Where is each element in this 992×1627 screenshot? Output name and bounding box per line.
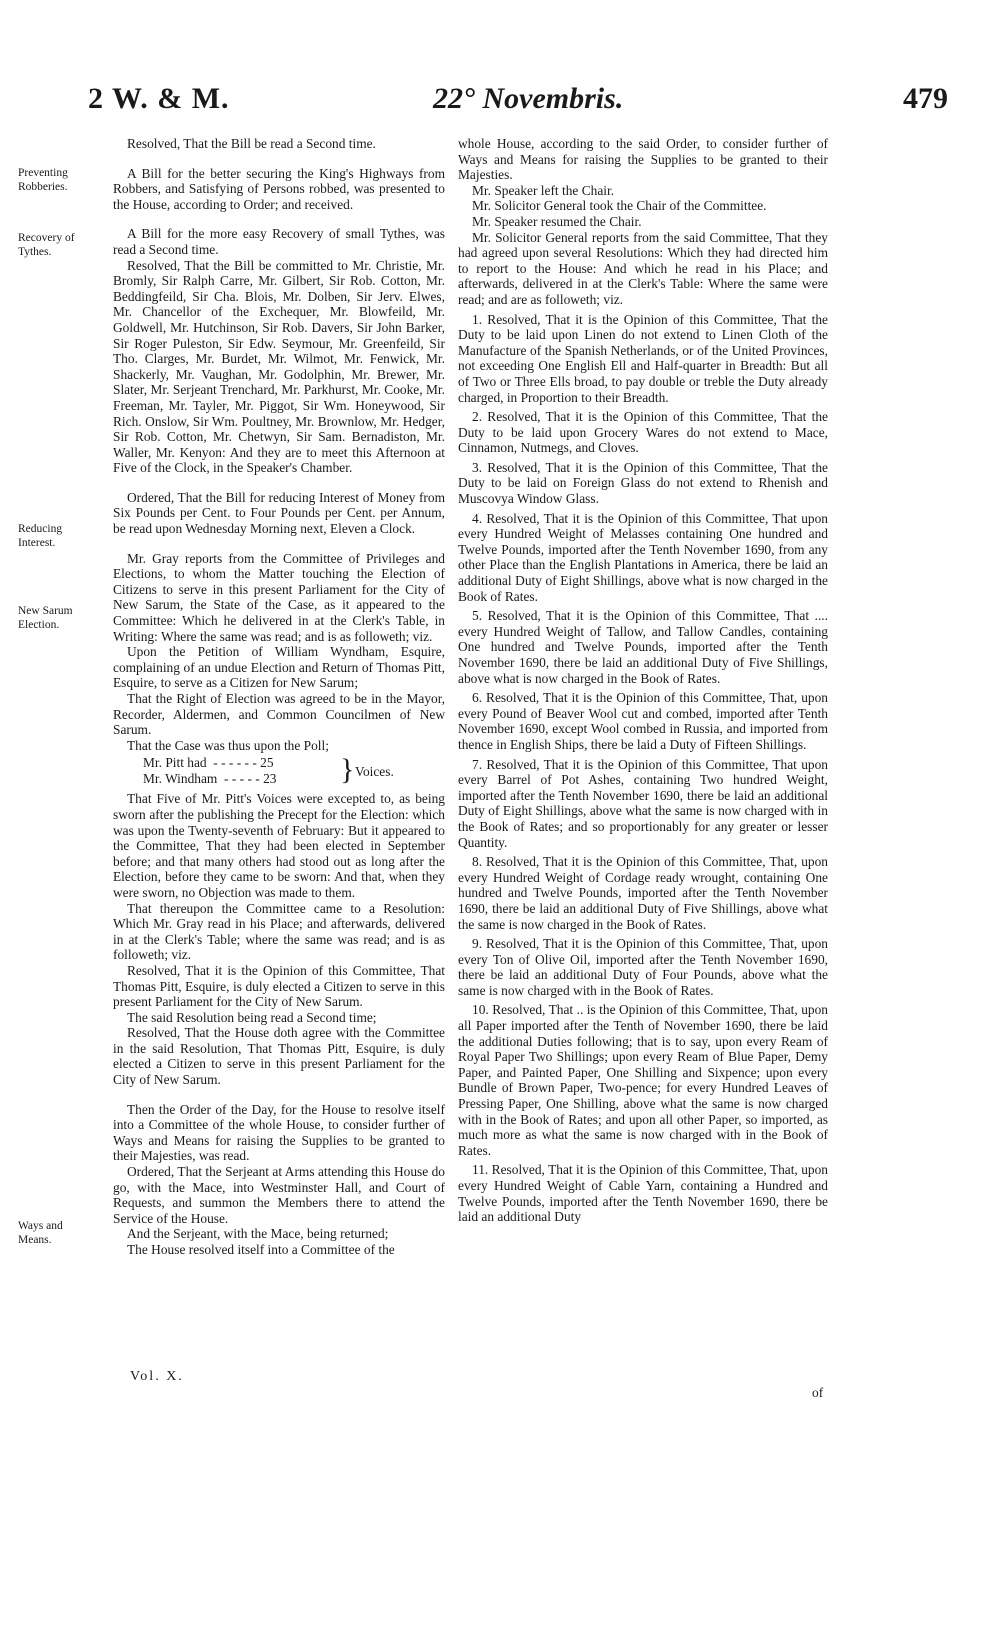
resolution: 3. Resolved, That it is the Opinion of this Committee, That the Duty to be laid on Foreign Glass do not extend to Rhenish and Muscovya Window Glass. (458, 459, 828, 507)
resolution: 5. Resolved, That it is the Opinion of this Committee, That .... every Hundred Weight of Tallow, and Tallow Candles, containing One hundred and Twelve Pounds, imported after the Tenth November 1690, there be laid an additional Duty of Five Shillings, above what is now charged in the Book of Rates. (458, 608, 828, 686)
paragraph: Ordered, That the Serjeant at Arms attending this House do go, with the Mace, into Westminster Hall, and Court of Requests, and summon the Members there to attend the Service of the House. (113, 1164, 445, 1226)
paragraph: That thereupon the Committee came to a Resolution: Which Mr. Gray read in his Place; and afterwards, delivered in at the Clerk's Table; where the same was read; and is as followeth; viz. (113, 900, 445, 963)
paragraph: Resolved, That the Bill be committed to Mr. Christie, Mr. Bromly, Sir Ralph Carre, Mr. Gilbert, Sir Rob. Cotton, Mr. Beddingfeild, Sir Cha. Blois, Mr. Dolben, Sir Jerv. Elwes, Mr. Chancellor of the Exchequer, Mr. Blowfeild, Mr. Goldwell, Mr. Hutchinson, Sir Rob. Davers, Sir John Barker, Sir Roger Puleston, Sir Edw. Seymour, Mr. Greenfeild, Sir Tho. Clarges, Mr. Burdet, Mr. Wilmot, Mr. Fenwick, Mr. Shackerly, Mr. Vaughan, Mr. Godolphin, Mr. Brewer, Mr. Slater, Mr. Serjeant Trenchard, Mr. Parkhurst, Mr. Cooke, Mr. Freeman, Mr. Tayler, Mr. Piggot, Sir Wm. Honeywood, Sir Rich. Onslow, Sir Wm. Poultney, Mr. Brownlow, Mr. Hedger, Sir Rob. Cotton, Mr. Chetwyn, Sir Sam. Bernadiston, Mr. Waller, Mr. Kenyon: And they are to meet this Afternoon at Five of the Clock, in the Speaker's Chamber. (113, 257, 445, 476)
paragraph: That the Right of Election was agreed to be in the Mayor, Recorder, Aldermen, and Common Councilmen of New Sarum. (113, 691, 445, 738)
paragraph: Resolved, That it is the Opinion of this Committee, That Thomas Pitt, Esquire, is duly elected a Citizen to serve in this present Parliament for the City of New Sarum. (113, 962, 445, 1010)
poll-line-windham: Mr. Windham - - - - - 23 (143, 771, 277, 787)
poll-result (143, 755, 445, 789)
paragraph: Mr. Speaker resumed the Chair. (472, 213, 642, 229)
paragraph: Resolved, That the House doth agree with the Committee in the said Resolution, That Thomas Pitt, Esquire, is duly elected a Citizen to serve in this present Parliament for the City of New Sarum. (113, 1025, 445, 1088)
paragraph: That the Case was thus upon the Poll; (127, 737, 329, 753)
margin-note-ways-and-means: Ways and Means. (18, 1220, 63, 1246)
paragraph: The said Resolution being read a Second time; (127, 1009, 377, 1025)
poll-unit: Voices. (355, 764, 394, 780)
resolution: 9. Resolved, That it is the Opinion of this Committee, That, upon every Ton of Olive Oil, imported after the Tenth November 1690, there be laid an additional Duty of Four Pounds, above what the same is now charged with in the Book of Rates. (458, 936, 828, 998)
resolution: 1. Resolved, That it is the Opinion of this Committee, That the Duty to be laid upon Linen do not extend to Linen Cloth of the Manufacture of the Spanish Netherlands, or of the United Provinces, not exceeding One English Ell and Half-quarter in Breadth: But all of Two or Three Ells broad, to pay double or treble the Duty already charged, in Proportion to their Breadth. (458, 311, 828, 405)
margin-note-new-sarum-election: New Sarum Election. (18, 605, 73, 631)
paragraph: Resolved, That the Bill be read a Second time. (127, 136, 376, 151)
session-date: 22° Novembris. (433, 82, 624, 115)
margin-note-recovery-of-tythes: Recovery of Tythes. (18, 232, 75, 258)
paragraph: whole House, according to the said Order, to consider further of Ways and Means for raising the Supplies to be granted to their Majesties. (458, 136, 828, 183)
paragraph: A Bill for the better securing the King's Highways from Robbers, and Satisfying of Persons robbed, was presented to the House, according to Order; and received. (113, 165, 445, 212)
resolution: 2. Resolved, That it is the Opinion of this Committee, That the Duty to be laid upon Grocery Wares do not extend to Mace, Cinnamon, Nutmegs, and Cloves. (458, 409, 828, 456)
brace-icon: } (340, 753, 355, 787)
paragraph: Mr. Solicitor General took the Chair of the Committee. (472, 198, 767, 214)
resolution: 4. Resolved, That it is the Opinion of this Committee, That upon every Hundred Weight of Melasses containing One hundred and Twelve Pounds, imported after the Tenth November 1690, from any other Place than the English Plantations in America, there be laid an additional Duty of Eight Shillings, above what is now charged in the Book of Rates. (458, 510, 828, 604)
paragraph: Mr. Gray reports from the Committee of Privileges and Elections, to whom the Matter touching the Election of Citizens to serve in this present Parliament for the City of New Sarum, the State of the Case, as it appeared to the Committee: Which he delivered in at the Clerk's Table, in Writing: Where the same was read; and is as followeth; viz. (113, 550, 445, 644)
paragraph: And the Serjeant, with the Mace, being returned; (127, 1226, 389, 1242)
poll-line-pitt: Mr. Pitt had - - - - - - 25 (143, 755, 274, 771)
resolution: 11. Resolved, That it is the Opinion of this Committee, That, upon every Hundred Weight of Cable Yarn, containing a Hundred and Twelve Pounds, imported after the Tenth November 1690, there be laid an additional Duty (458, 1162, 828, 1225)
paragraph: Mr. Solicitor General reports from the said Committee, That they had agreed upon several Resolutions: Which they had directed him to report to the House: And which he read in his Place; and afterwards, delivered in at the Clerk's Table: Where the same were read; and are as followeth; viz. (458, 229, 828, 307)
catchword: of (812, 1385, 824, 1400)
volume-signature: Vol. X. (130, 1369, 184, 1384)
paragraph: Mr. Speaker left the Chair. (472, 182, 615, 198)
resolution: 8. Resolved, That it is the Opinion of this Committee, That, upon every Hundred Weight of Cordage ready wrought, containing One hundred and Twelve Pounds, imported after the Tenth November 1690, there be laid an additional Duty of Five Shillings, above what the same is now charged in the Book of Rates. (458, 854, 828, 932)
resolution: 6. Resolved, That it is the Opinion of this Committee, That, upon every Pound of Beaver Wool cut and combed, imported after Tenth November 1690, except Wool combed in Russia, and imported from thence in English Ships, there be laid a Duty of Fifteen Shillings. (458, 690, 828, 752)
regnal-year: 2 W. & M. (88, 82, 230, 115)
resolution: 10. Resolved, That .. is the Opinion of this Committee, That, upon all Paper imported after the Tenth of November 1690, there be laid the additional Duties following; that is to say, upon every Ream of Royal Paper Two Shillings; upon every Ream of Blue Paper, Demy Paper, and Painted Paper, One Shilling and Sixpence; upon every Bundle of Brown Paper, Two-pence; for every Hundred Leaves of Pressing Paper, One Shilling, above what the same is now charged with in the Book of Rates; and upon all other Paper, so imported, as much more as what the same is now charged with in the Book of Rates. (458, 1002, 828, 1158)
resolution: 7. Resolved, That it is the Opinion of this Committee, That upon every Barrel of Pot Ashes, containing Two hundred Weight, imported after the Tenth November 1690, there be laid an additional Duty of Eight Shillings, above what the same is now charged with in the Book of Rates; and so proportionably for any greater or lesser Quantity. (458, 756, 828, 850)
paragraph: A Bill for the more easy Recovery of small Tythes, was read a Second time. (113, 226, 445, 257)
paragraph: Ordered, That the Bill for reducing Interest of Money from Six Pounds per Cent. to Four Pounds per Cent. per Annum, be read upon Wednesday Morning next, Eleven a Clock. (113, 489, 445, 537)
paragraph: Upon the Petition of William Wyndham, Esquire, complaining of an undue Election and Return of Thomas Pitt, Esquire, to serve as a Citizen for New Sarum; (113, 644, 445, 691)
margin-note-preventing-robberies: Preventing Robberies. (18, 167, 68, 193)
left-column (113, 136, 445, 1258)
paragraph: The House resolved itself into a Committee of the (127, 1242, 395, 1257)
paragraph: That Five of Mr. Pitt's Voices were excepted to, as being sworn after the publishing the Precept for the Election: which was upon the Twenty-seventh of February: But it appeared to the Committee, That they had been elected in September before; and that many others had stood out as long after the Election, before they came to be sworn: And that, when they were sworn, no Objection was made to them. (113, 791, 445, 900)
paragraph: Then the Order of the Day, for the House to resolve itself into a Committee of the whole House, to consider further of Ways and Means for raising the Supplies to be granted to their Majesties, was read. (113, 1101, 445, 1164)
page-number: 479 (903, 82, 948, 115)
right-column (458, 136, 828, 1225)
page-header (88, 82, 948, 126)
margin-note-reducing-interest: Reducing Interest. (18, 523, 63, 549)
